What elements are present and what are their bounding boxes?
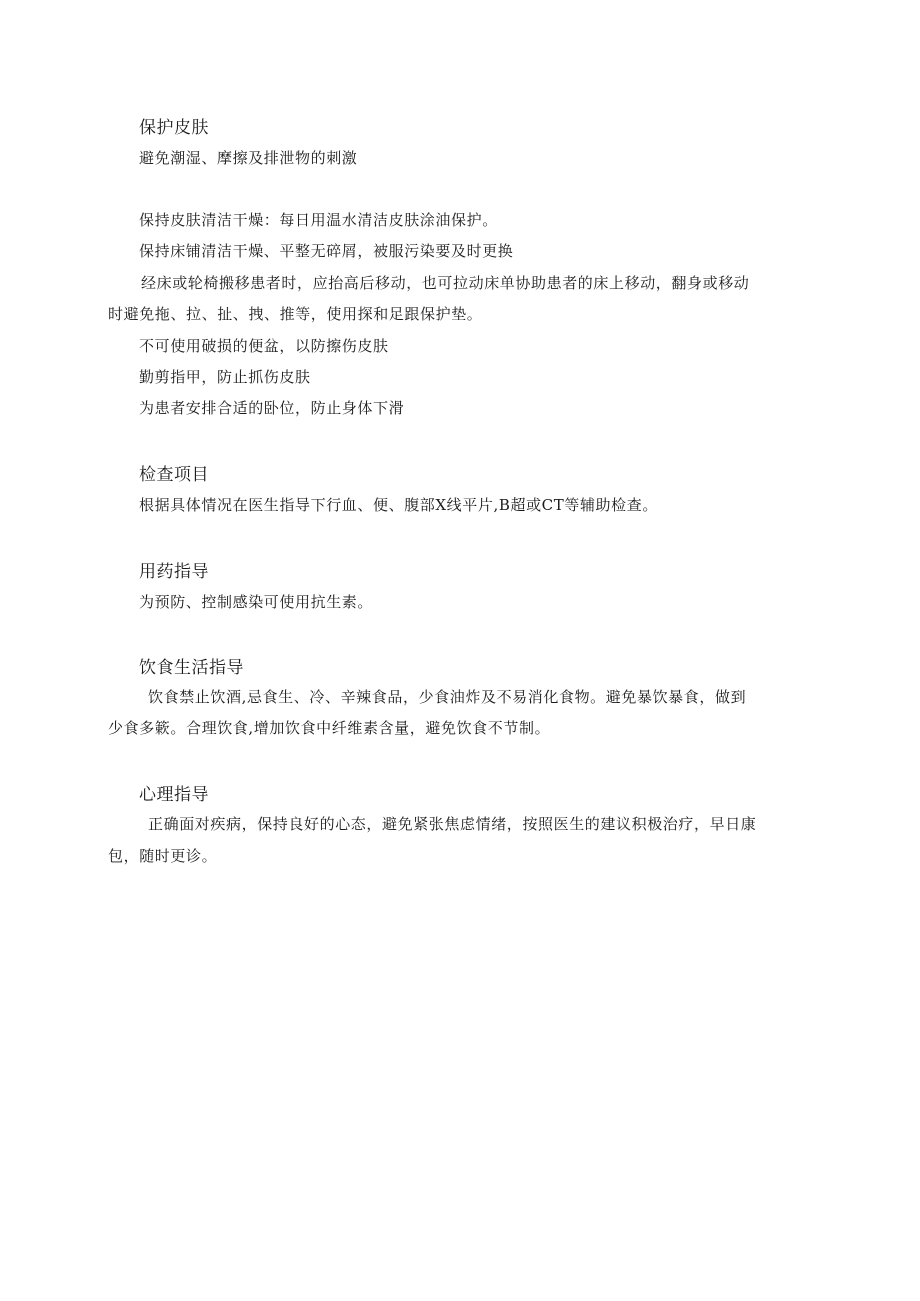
- section-heading-examinations: 检查项目: [139, 465, 209, 485]
- paragraph-line: 为患者安排合适的卧位，防止身体下滑: [139, 399, 405, 417]
- paragraph-line: 勤剪指甲，防止抓伤皮肤: [139, 368, 311, 386]
- paragraph-line: 不可使用破损的便盆，以防擦伤皮肤: [139, 337, 389, 355]
- paragraph-line: 保持床铺清洁干燥、平整无碎屑，被服污染要及时更换: [139, 242, 514, 260]
- paragraph-line: 避免潮湿、摩擦及排泄物的刺激: [139, 149, 358, 167]
- section-heading-medication: 用药指导: [139, 562, 209, 582]
- paragraph-line: 保持皮肤清洁干燥：每日用温水清洁皮肤涂油保护。: [139, 211, 498, 229]
- paragraph-line: 经床或轮椅搬移患者时，应抬高后移动，也可拉动床单协助患者的床上移动，翻身或移动: [141, 274, 750, 292]
- section-heading-skin-protection: 保护皮肤: [139, 118, 209, 138]
- paragraph-line: 为预防、控制感染可使用抗生素。: [139, 593, 374, 611]
- paragraph-line: 正确面对疾病，保持良好的心态，避免紧张焦虑情绪，按照医生的建议积极治疗，早日康: [148, 815, 757, 833]
- paragraph-line: 包，随时更诊。: [108, 847, 218, 865]
- paragraph-line: 饮食禁止饮酒,忌食生、冷、辛辣食品，少食油炸及不易消化食物。避免暴饮暴食，做到: [148, 688, 747, 706]
- paragraph-line: 时避免拖、拉、扯、拽、推等，使用探和足跟保护垫。: [108, 305, 483, 323]
- paragraph-line: 少食多簌。合理饮食,增加饮食中纤维素含量，避免饮食不节制。: [108, 719, 551, 737]
- paragraph-line: 根据具体情况在医生指导下行血、便、腹部X线平片,B超或CT等辅助检查。: [139, 496, 658, 514]
- section-heading-psychology: 心理指导: [139, 785, 209, 805]
- section-heading-diet-lifestyle: 饮食生活指导: [139, 658, 244, 678]
